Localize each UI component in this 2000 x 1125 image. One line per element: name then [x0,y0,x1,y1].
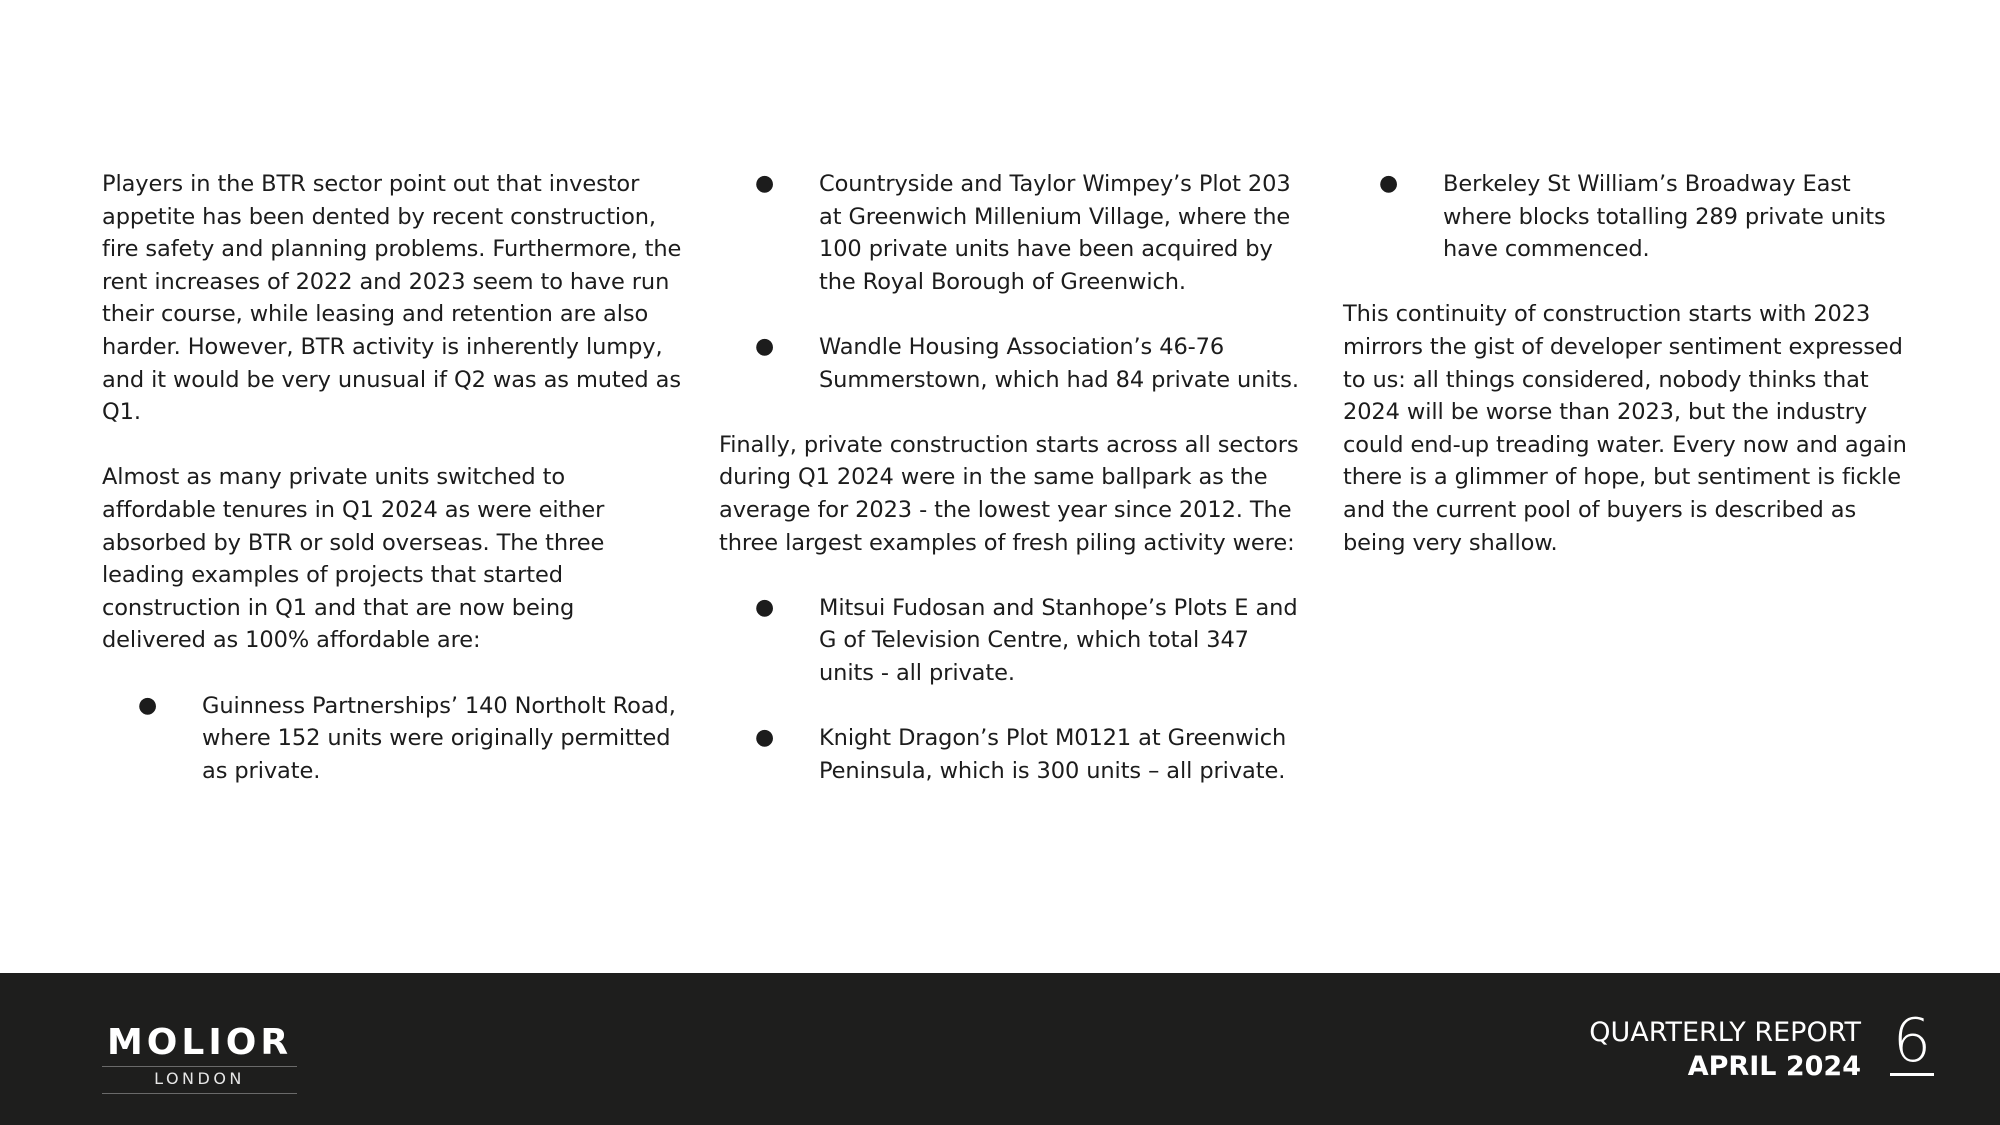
paragraph-developer-sentiment: This continuity of construction starts with 2023 mirrors the gist of developer sentiment expressed to us: all things considered, nobody thinks that 2024 will be worse than 2023, but the industry could end-up treading water. Every now and again there is a glimmer of hope, but sentiment is fickle and the current pool of buyers is described as being very shallow. [1343,301,1907,556]
piling-activity-list [719,592,1299,788]
list-item [1343,168,1923,266]
bullet-icon: ● [1379,171,1399,196]
bullet-icon: ● [755,594,775,620]
list-item-text: Mitsui Fudosan and Stanhope’s Plots E and G of Television Centre, which total 347 units - all private. [819,594,1298,686]
report-date: APRIL 2024 [1687,1051,1861,1082]
affordable-projects-list-continued [719,168,1299,396]
list-item [719,592,1299,690]
bullet-icon: ● [755,333,775,359]
paragraph-private-construction: Finally, private construction starts across all sectors during Q1 2024 were in the same ballpark as the average for 2023 - the lowest year since 2012. The three largest examples of fresh piling activity were: [719,431,1299,556]
list-item-text: Berkeley St William’s Broadway East where blocks totalling 289 private units have commenced. [1443,171,1886,263]
list-item [719,331,1299,396]
logo-location: LONDON [102,1067,297,1094]
bullet-icon: ● [755,725,775,751]
list-item [719,168,1299,298]
paragraph-affordable-switch: Almost as many private units switched to affordable tenures in Q1 2024 as were either absorbed by BTR or sold overseas. The three leading examples of projects that started construction in Q1 and that are now being delivered as 100% affordable are: [102,464,605,654]
main-content [102,168,1908,868]
list-item-text: Knight Dragon’s Plot M0121 at Greenwich Peninsula, which is 300 units – all private. [819,725,1287,784]
column-1 [102,168,682,820]
list-item-text: Guinness Partnerships’ 140 Northolt Road, where 152 units were originally permitted as private. [202,692,676,784]
bullet-icon: ● [755,171,775,196]
page-number: 6 [1890,1011,1934,1076]
affordable-projects-list [102,690,682,788]
list-item-text: Countryside and Taylor Wimpey’s Plot 203 at Greenwich Millenium Village, where the 100 private units have been acquired by the Royal Borough of Greenwich. [819,171,1291,295]
paragraph-btr-sector: Players in the BTR sector point out that investor appetite has been dented by recent construction, fire safety and planning problems. Furthermore, the rent increases of 2022 and 2023 seem to have run their course, while leasing and retention are also harder. However, BTR activity is inherently lumpy, and it would be very unusual if Q2 was as muted as Q1. [102,171,682,426]
bullet-icon: ● [138,692,158,718]
report-title: QUARTERLY REPORT [1589,1017,1861,1048]
piling-activity-list-continued [1343,168,1923,266]
report-label [1589,1016,1861,1084]
logo-wordmark: MOLIOR [102,1023,297,1067]
list-item-text: Wandle Housing Association’s 46-76 Summerstown, which had 84 private units. [819,333,1299,393]
footer-bar [0,973,2000,1125]
molior-logo [102,1023,297,1094]
list-item [102,690,682,788]
list-item [719,722,1299,787]
column-3 [1343,168,1923,592]
column-2 [719,168,1299,820]
